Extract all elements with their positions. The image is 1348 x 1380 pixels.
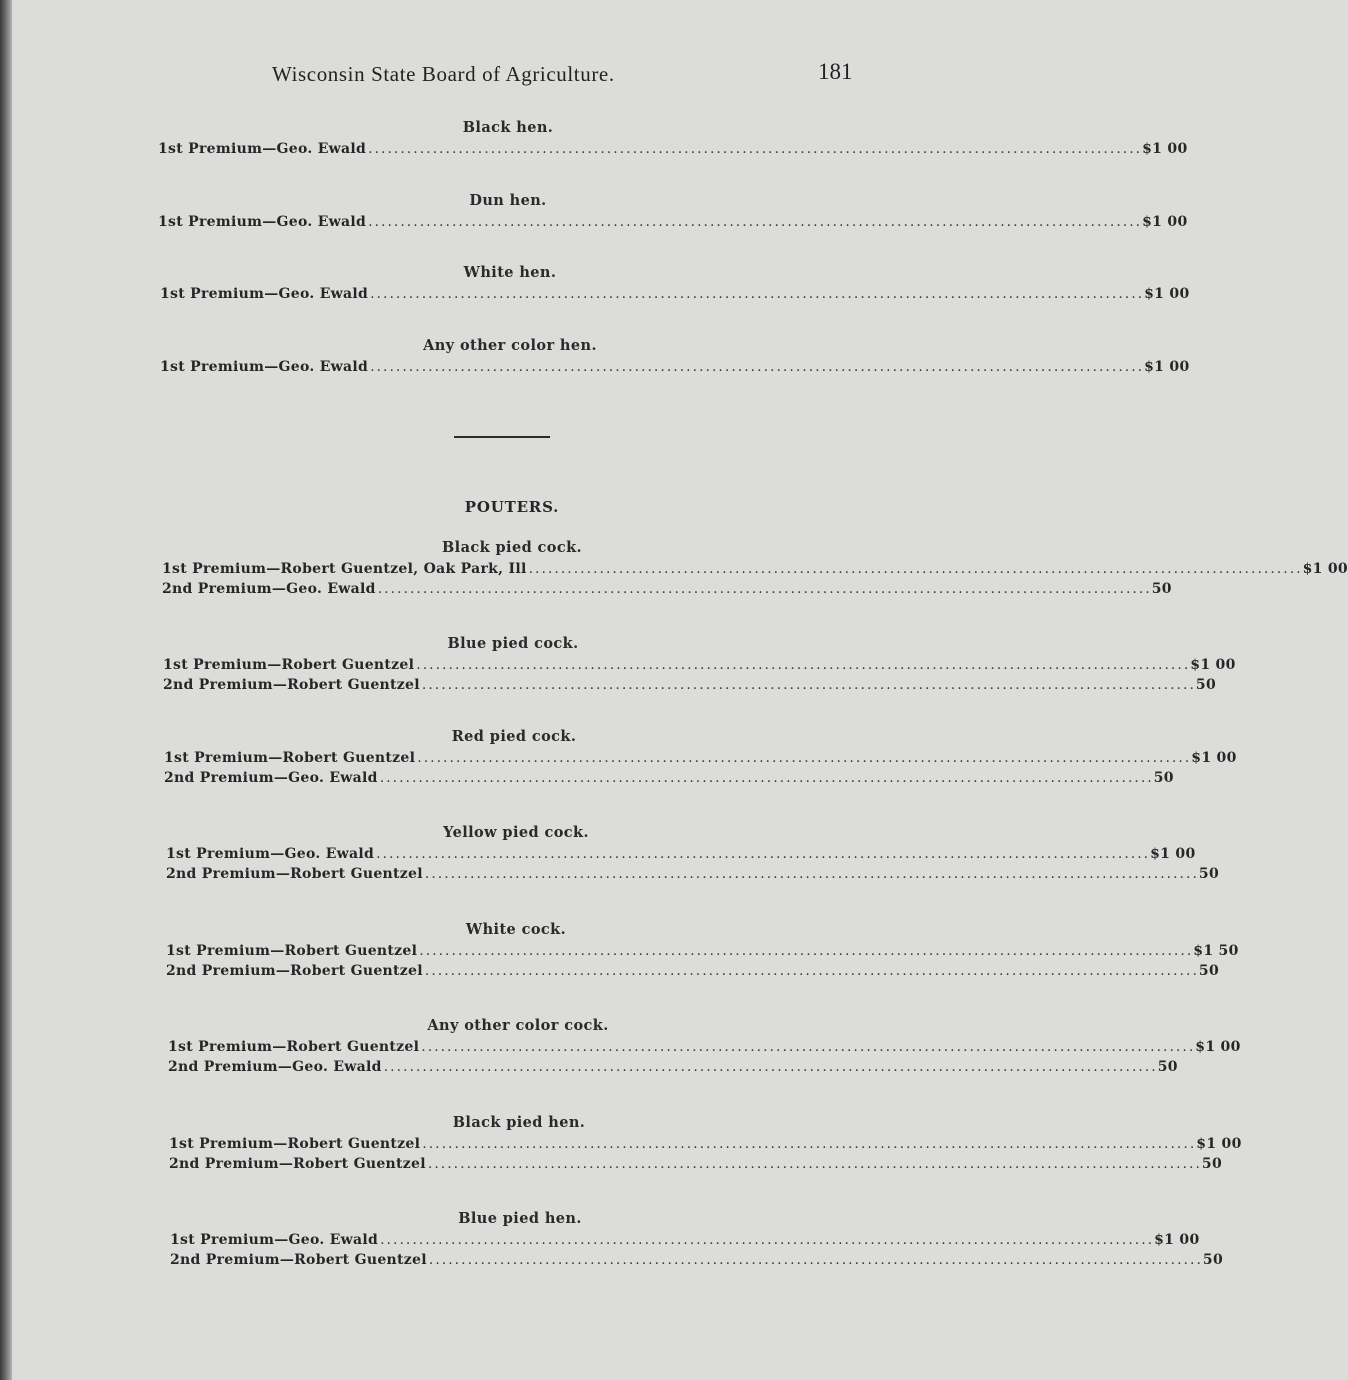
dot-leader: ........................................................................................................................ <box>370 286 1145 302</box>
award-amount: $1 00 <box>1191 750 1237 766</box>
award-entry: 2nd Premium—Geo. Ewald <box>168 1059 382 1075</box>
dot-leader: ........................................................................................................................ <box>427 1156 1202 1172</box>
award-row <box>170 1230 1200 1250</box>
section-heading: POUTERS. <box>464 498 560 516</box>
page-number: 181 <box>818 59 853 84</box>
dot-leader: ........................................................................................................................ <box>370 359 1145 375</box>
award-amount: $1 00 <box>1196 1136 1242 1152</box>
section-divider <box>454 436 550 438</box>
award-category <box>158 190 1188 232</box>
award-amount: 50 <box>1153 770 1174 786</box>
dot-leader: ........................................................................................................................ <box>528 561 1303 577</box>
award-entry: 1st Premium—Geo. Ewald <box>170 1232 379 1248</box>
award-category <box>160 262 1190 304</box>
award-amount: 50 <box>1198 866 1219 882</box>
dot-leader: ........................................................................................................................ <box>377 581 1152 597</box>
award-entry: 1st Premium—Geo. Ewald <box>166 846 375 862</box>
award-category <box>163 633 1236 695</box>
award-entry: 2nd Premium—Robert Guentzel <box>170 1252 427 1268</box>
award-amount: $1 00 <box>1190 657 1236 673</box>
award-row <box>162 559 1348 579</box>
award-row <box>160 357 1190 377</box>
dot-leader: ........................................................................................................................ <box>422 1136 1197 1152</box>
award-row <box>166 844 1196 864</box>
dot-leader: ........................................................................................................................ <box>417 750 1192 766</box>
award-amount: $1 00 <box>1142 141 1188 157</box>
category-title: Black pied cock. <box>442 539 582 556</box>
category-title: White cock. <box>465 921 567 938</box>
award-entry: 1st Premium—Robert Guentzel, Oak Park, Ill <box>162 561 527 577</box>
award-row <box>168 1057 1178 1077</box>
award-row <box>163 675 1216 695</box>
dot-leader: ........................................................................................................................ <box>379 770 1154 786</box>
dot-leader: ........................................................................................................................ <box>421 1039 1196 1055</box>
award-entry: 1st Premium—Robert Guentzel <box>164 750 416 766</box>
award-row <box>164 768 1174 788</box>
dot-leader: ........................................................................................................................ <box>376 846 1151 862</box>
award-category <box>164 726 1237 788</box>
award-row <box>158 139 1188 159</box>
award-category <box>166 919 1239 981</box>
award-amount: $1 00 <box>1302 561 1348 577</box>
award-amount: $1 00 <box>1195 1039 1241 1055</box>
dot-leader: ........................................................................................................................ <box>421 677 1196 693</box>
running-head <box>272 62 746 87</box>
dot-leader: ........................................................................................................................ <box>424 866 1199 882</box>
dot-leader: ........................................................................................................................ <box>428 1252 1203 1268</box>
dot-leader: ........................................................................................................................ <box>380 1232 1155 1248</box>
award-amount: 50 <box>1151 581 1172 597</box>
award-row <box>168 1037 1241 1057</box>
category-title: Any other color cock. <box>427 1017 609 1034</box>
award-row <box>166 961 1219 981</box>
award-entry: 2nd Premium—Robert Guentzel <box>163 677 420 693</box>
award-row <box>163 655 1236 675</box>
award-entry: 2nd Premium—Robert Guentzel <box>169 1156 426 1172</box>
award-amount: 50 <box>1202 1252 1223 1268</box>
award-category <box>170 1208 1223 1270</box>
category-title: Black hen. <box>462 119 554 136</box>
running-head-title: Wisconsin State Board of Agriculture. <box>272 62 615 86</box>
award-row <box>169 1154 1222 1174</box>
award-entry: 1st Premium—Geo. Ewald <box>160 286 369 302</box>
award-amount: $1 00 <box>1150 846 1196 862</box>
award-entry: 1st Premium—Geo. Ewald <box>158 141 367 157</box>
category-title: Blue pied cock. <box>447 635 579 652</box>
award-entry: 2nd Premium—Robert Guentzel <box>166 963 423 979</box>
category-title: Black pied hen. <box>452 1114 586 1131</box>
award-entry: 2nd Premium—Robert Guentzel <box>166 866 423 882</box>
award-category <box>162 537 1348 599</box>
award-row <box>160 284 1190 304</box>
award-amount: 50 <box>1195 677 1216 693</box>
category-title: Red pied cock. <box>451 728 577 745</box>
dot-leader: ........................................................................................................................ <box>419 943 1194 959</box>
dot-leader: ........................................................................................................................ <box>383 1059 1158 1075</box>
award-amount: $1 00 <box>1154 1232 1200 1248</box>
dot-leader: ........................................................................................................................ <box>416 657 1191 673</box>
award-amount: $1 00 <box>1144 286 1190 302</box>
award-entry: 1st Premium—Robert Guentzel <box>163 657 415 673</box>
award-entry: 1st Premium—Geo. Ewald <box>160 359 369 375</box>
award-entry: 1st Premium—Geo. Ewald <box>158 214 367 230</box>
award-entry: 1st Premium—Robert Guentzel <box>168 1039 420 1055</box>
award-row <box>158 212 1188 232</box>
award-category <box>169 1112 1242 1174</box>
award-amount: 50 <box>1157 1059 1178 1075</box>
award-amount: $1 50 <box>1193 943 1239 959</box>
category-title: Dun hen. <box>469 192 547 209</box>
category-title: Blue pied hen. <box>458 1210 582 1227</box>
award-row <box>170 1250 1223 1270</box>
dot-leader: ........................................................................................................................ <box>368 141 1143 157</box>
award-entry: 1st Premium—Robert Guentzel <box>169 1136 421 1152</box>
award-entry: 1st Premium—Robert Guentzel <box>166 943 418 959</box>
award-amount: 50 <box>1201 1156 1222 1172</box>
award-category <box>166 822 1219 884</box>
award-amount: $1 00 <box>1144 359 1190 375</box>
award-category <box>160 335 1190 377</box>
award-entry: 2nd Premium—Geo. Ewald <box>164 770 378 786</box>
award-amount: $1 00 <box>1142 214 1188 230</box>
award-row <box>166 941 1239 961</box>
category-title: Yellow pied cock. <box>443 824 589 841</box>
award-category <box>168 1015 1241 1077</box>
dot-leader: ........................................................................................................................ <box>368 214 1143 230</box>
award-row <box>162 579 1172 599</box>
category-title: Any other color hen. <box>423 337 597 354</box>
award-row <box>169 1134 1242 1154</box>
award-entry: 2nd Premium—Geo. Ewald <box>162 581 376 597</box>
award-row <box>164 748 1237 768</box>
dot-leader: ........................................................................................................................ <box>424 963 1199 979</box>
award-category <box>158 117 1188 159</box>
award-row <box>166 864 1219 884</box>
category-title: White hen. <box>463 264 557 281</box>
award-amount: 50 <box>1198 963 1219 979</box>
